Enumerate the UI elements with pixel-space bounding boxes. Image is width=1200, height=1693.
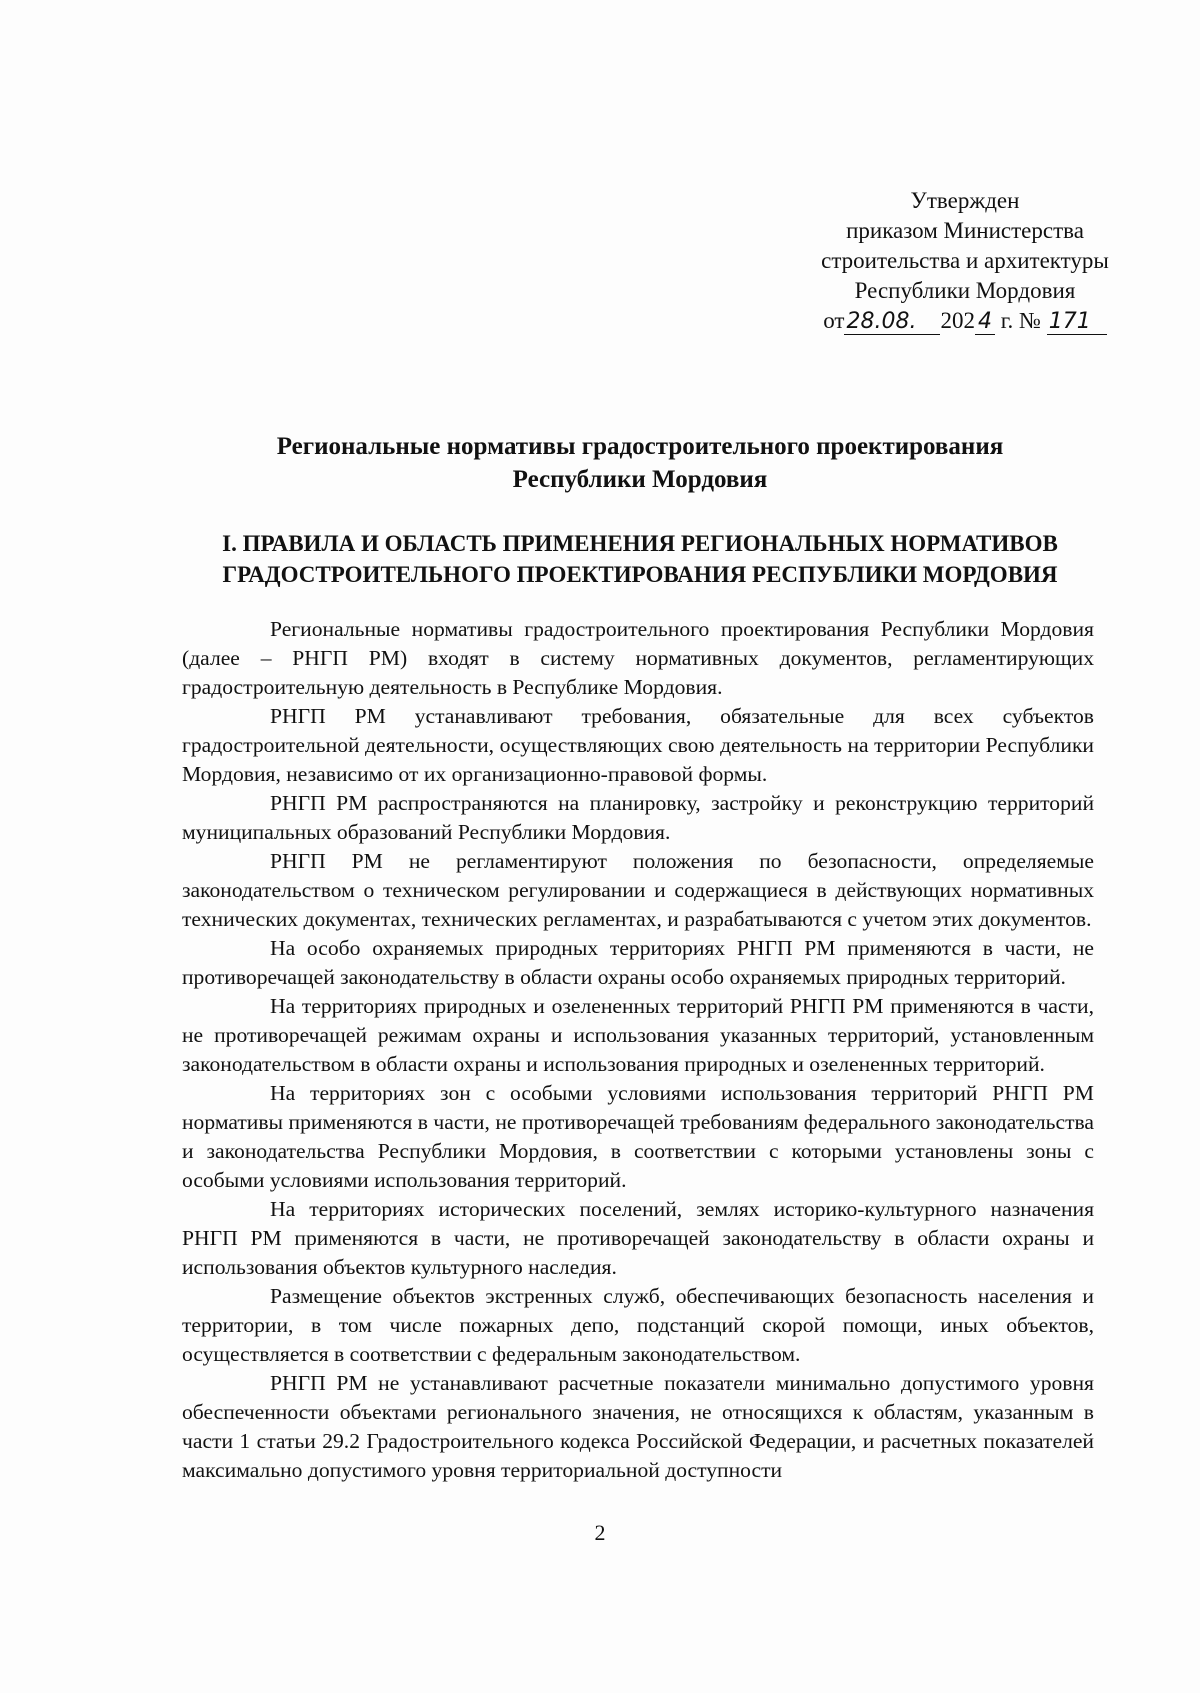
approval-line-1: Утвержден	[910, 188, 1020, 213]
paragraph: На территориях исторических поселений, землях историко-культурного назначения РНГП РМ применяются в части, не противоречащей законодательству в области охраны и использования объектов культурного наследия.	[182, 1197, 1094, 1279]
document-title-line-1: Региональные нормативы градостроительного проектирования	[276, 433, 1004, 460]
paragraph: На территориях зон с особыми условиями использования территорий РНГП РМ нормативы применяются в части, не противоречащей требованиям федерального законодательства и законодательства Республики Мордовия, в соответствии с которыми установлены зоны с особыми условиями использования территорий.	[182, 1081, 1094, 1192]
order-year-prefix: 202	[940, 308, 975, 333]
paragraph: РНГП РМ устанавливают требования, обязательные для всех субъектов градостроительной деятельности, осуществляющих свою деятельность на территории Республики Мордовия, независимо от их организационно-правовой формы.	[182, 704, 1094, 786]
document-title	[180, 430, 1100, 496]
order-date-handwritten: 28.08.	[844, 310, 940, 335]
paragraph: На территориях природных и озелененных территорий РНГП РМ применяются в части, не противоречащей режимам охраны и использования указанных территорий, установленным законодательством в области охраны и использования природных и озелененных территорий.	[182, 994, 1094, 1076]
document-title-line-2: Республики Мордовия	[512, 466, 768, 493]
approval-line-3: строительства и архитектуры	[821, 248, 1109, 273]
paragraph: Размещение объектов экстренных служб, обеспечивающих безопасность населения и территории, в том числе пожарных депо, подстанций скорой помощи, иных объектов, осуществляется в соответствии с федеральным законодательством.	[182, 1284, 1094, 1366]
approval-order-line	[800, 306, 1130, 336]
paragraph: РНГП РМ не устанавливают расчетные показатели минимально допустимого уровня обеспеченности объектами регионального значения, не относящихся к областям, указанным в части 1 статьи 29.2 Градостроительного кодекса Российской Федерации, и расчетных показателей максимально допустимого уровня территориальной доступности	[182, 1371, 1094, 1482]
order-year-handwritten: 4	[975, 310, 995, 335]
body-text	[182, 615, 1094, 1485]
order-number-handwritten: 171	[1047, 310, 1107, 335]
paragraph: РНГП РМ не регламентируют положения по безопасности, определяемые законодательством о техническом регулировании и содержащиеся в действующих нормативных технических документах, технических регламентах, и разрабатываются с учетом этих документов.	[182, 849, 1094, 931]
section-heading	[180, 528, 1100, 590]
approval-line-4: Республики Мордовия	[854, 278, 1076, 303]
section-heading-line-1: I. ПРАВИЛА И ОБЛАСТЬ ПРИМЕНЕНИЯ РЕГИОНАЛЬНЫХ НОРМАТИВОВ	[222, 531, 1058, 556]
order-year-suffix: г. №	[994, 308, 1042, 333]
section-heading-line-2: ГРАДОСТРОИТЕЛЬНОГО ПРОЕКТИРОВАНИЯ РЕСПУБЛИКИ МОРДОВИЯ	[222, 562, 1058, 587]
paragraph: На особо охраняемых природных территориях РНГП РМ применяются в части, не противоречащей законодательству в области охраны особо охраняемых природных территорий.	[182, 936, 1094, 989]
approval-block	[800, 186, 1130, 336]
paragraph: РНГП РМ распространяются на планировку, застройку и реконструкцию территорий муниципальных образований Республики Мордовия.	[182, 791, 1094, 844]
paragraph: Региональные нормативы градостроительного проектирования Республики Мордовия (далее – РНГП РМ) входят в систему нормативных документов, регламентирующих градостроительную деятельность в Республике Мордовия.	[182, 617, 1094, 699]
approval-line-2: приказом Министерства	[846, 218, 1084, 243]
order-prefix: от	[823, 308, 845, 333]
page-number: 2	[594, 1520, 606, 1545]
